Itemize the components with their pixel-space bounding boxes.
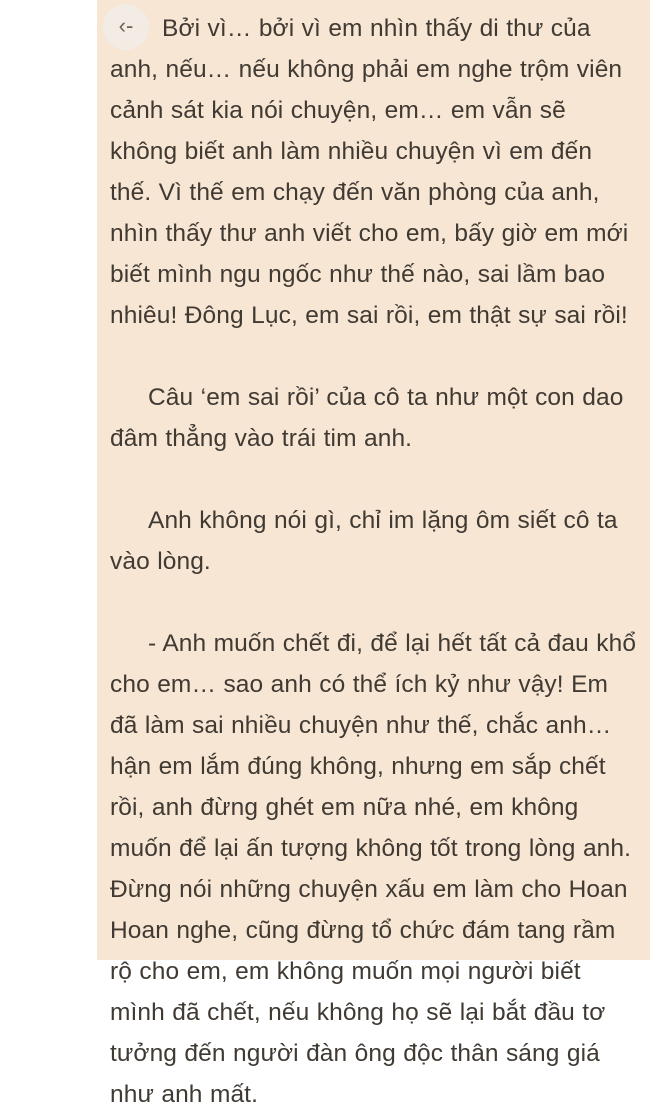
chapter-text-body (97, 0, 650, 1108)
paragraph: Câu ‘em sai rồi’ của cô ta như một con dao đâm thẳng vào trái tim anh. (110, 384, 624, 452)
paragraph-spacer (110, 582, 637, 623)
paragraph: Bởi vì… bởi vì em nhìn thấy di thư của anh, nếu… nếu không phải em nghe trộm viên cảnh sát kia nói chuyện, em… em vẫn sẽ không biết anh làm nhiều chuyện vì em đến thế. Vì thế em chạy đến văn phòng của anh, nhìn thấy thư anh viết cho em, bấy giờ em mới biết mình ngu ngốc như thế nào, sai lầm bao nhiêu! Đông Lục, em sai rồi, em thật sự sai rồi! (110, 15, 629, 329)
chevron-left-icon: ‹- (118, 13, 134, 38)
paragraph-spacer (110, 336, 637, 377)
back-button[interactable] (103, 4, 149, 50)
left-margin (0, 0, 97, 960)
paragraph-spacer (110, 459, 637, 500)
paragraph: - Anh muốn chết đi, để lại hết tất cả đau khổ cho em… sao anh có thể ích kỷ như vậy! Em đã làm sai nhiều chuyện như thế, chắc anh… hận em lắm đúng không, nhưng em sắp chết rồi, anh đừng ghét em nữa nhé, em không muốn để lại ấn tượng không tốt trong lòng anh. Đừng nói những chuyện xấu em làm cho Hoan Hoan nghe, cũng đừng tổ chức đám tang rầm rộ cho em, em không muốn mọi người biết mình đã chết, nếu không họ sẽ lại bắt đầu tơ tưởng đến người đàn ông độc thân sáng giá như anh mất. (110, 630, 637, 1108)
paragraph: Anh không nói gì, chỉ im lặng ôm siết cô ta vào lòng. (110, 507, 618, 575)
